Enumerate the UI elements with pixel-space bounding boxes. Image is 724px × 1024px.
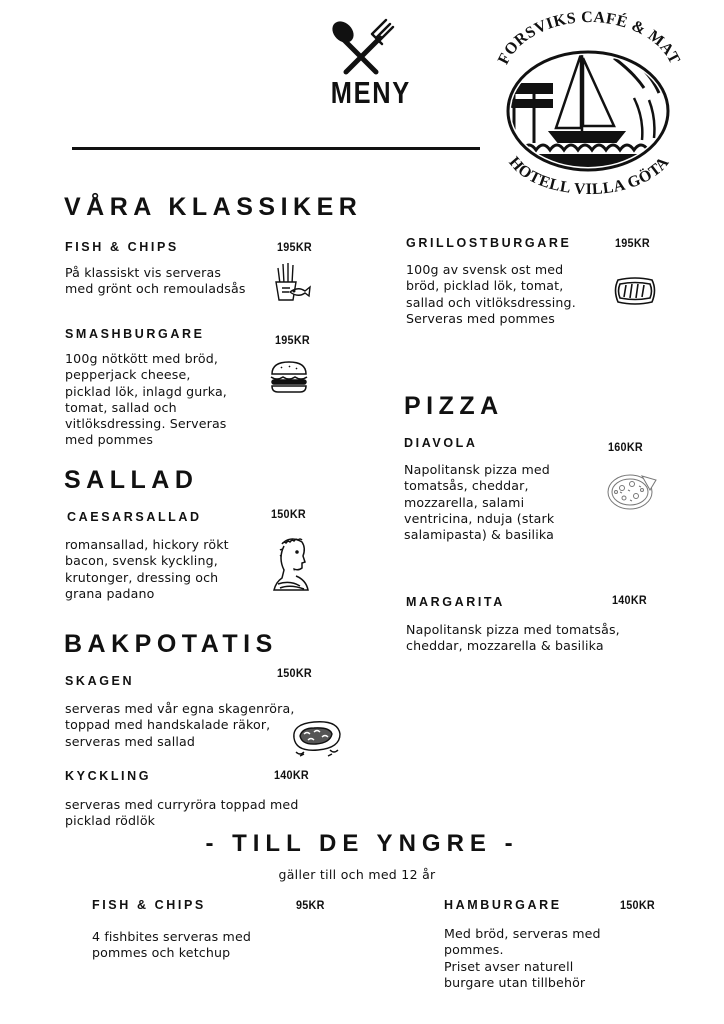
fries-fish-icon <box>272 260 312 304</box>
desc-line: Serveras med pommes <box>406 310 555 326</box>
section-subtitle-yngre-wrap <box>0 864 714 883</box>
desc-line: salamipasta) & basilika <box>404 527 554 543</box>
item-description <box>65 797 298 830</box>
logo-bottom-text: HOTELL VILLA GÖTA <box>505 153 673 199</box>
desc-line: romansallad, hickory rökt <box>65 537 229 552</box>
desc-line: krutonger, dressing och <box>65 569 219 585</box>
page-title <box>322 75 411 111</box>
item-price: 140KR <box>274 768 309 782</box>
desc-line: Med bröd, serveras med <box>444 926 601 941</box>
item-price: 150KR <box>277 666 312 680</box>
desc-line: bacon, svensk kyckling, <box>65 553 218 569</box>
item-name: HAMBURGARE <box>444 898 562 912</box>
item-description <box>92 929 251 962</box>
item-name: KYCKLING <box>65 769 152 783</box>
desc-line: 100g nötkött med bröd, <box>65 351 218 366</box>
item-description <box>65 701 295 750</box>
item-name: CAESARSALLAD <box>67 510 202 524</box>
item-price: 195KR <box>277 240 312 254</box>
item-name: MARGARITA <box>406 595 505 609</box>
section-title-pizza: PIZZA <box>404 392 504 420</box>
desc-line: med pommes <box>65 432 154 448</box>
desc-line: tomat, sallad och <box>65 399 177 415</box>
desc-line: pommes. <box>444 942 504 958</box>
cutlery-icon <box>330 18 396 76</box>
section-subtitle-yngre: gäller till och med 12 år <box>278 867 436 882</box>
desc-line: vitlöksdressing. Serveras <box>65 416 227 432</box>
item-name: SKAGEN <box>65 674 135 688</box>
section-title-yngre-wrap <box>0 830 724 858</box>
item-description <box>65 351 227 449</box>
desc-line: pommes och ketchup <box>92 945 231 961</box>
item-name: FISH & CHIPS <box>65 240 179 254</box>
item-price: 95KR <box>296 898 325 912</box>
desc-line: serveras med curryröra toppad med <box>65 797 299 812</box>
desc-line: bröd, picklad lök, tomat, <box>406 278 564 294</box>
item-description <box>406 262 576 327</box>
desc-line: Napolitansk pizza med <box>404 462 550 477</box>
caesar-bust-icon <box>270 536 312 592</box>
desc-line: 100g av svensk ost med <box>406 262 564 277</box>
desc-line: serveras med sallad <box>65 733 195 749</box>
item-name: FISH & CHIPS <box>92 898 206 912</box>
item-price: 195KR <box>275 333 310 347</box>
desc-line: cheddar, mozzarella & basilika <box>406 638 604 654</box>
item-description <box>406 622 620 655</box>
desc-line: toppad med handskalade räkor, <box>65 717 271 733</box>
item-price: 195KR <box>615 236 650 250</box>
logo-top-text: FORSVIKS CAFÉ & MAT <box>494 8 684 68</box>
desc-line: 4 fishbites serveras med <box>92 929 251 944</box>
item-price: 150KR <box>271 507 306 521</box>
desc-line: pepperjack cheese, <box>65 367 191 383</box>
desc-line: ventricina, nduja (stark <box>404 510 555 526</box>
desc-line: picklad lök, inlagd gurka, <box>65 383 227 399</box>
item-price: 160KR <box>608 440 643 454</box>
section-title-bakpotatis: BAKPOTATIS <box>64 630 278 658</box>
item-price: 140KR <box>612 593 647 607</box>
desc-line: tomatsås, cheddar, <box>404 478 529 494</box>
item-description <box>444 926 601 991</box>
desc-line: serveras med vår egna skagenröra, <box>65 701 295 716</box>
section-title-yngre: - TILL DE YNGRE - <box>205 830 519 857</box>
desc-line: Priset avser naturell <box>444 958 574 974</box>
grilled-cheese-icon <box>612 276 658 306</box>
pizza-icon <box>606 470 658 512</box>
header-divider <box>72 147 480 150</box>
item-price: 150KR <box>620 898 655 912</box>
page-title-text: MENY <box>330 75 411 110</box>
desc-line: Napolitansk pizza med tomatsås, <box>406 622 620 637</box>
desc-line: med grönt och remouladsås <box>65 281 246 297</box>
desc-line: grana padano <box>65 585 155 601</box>
item-description <box>65 537 229 602</box>
item-description <box>404 462 554 543</box>
desc-line: picklad rödlök <box>65 813 156 829</box>
desc-line: sallad och vitlöksdressing. <box>406 294 576 310</box>
section-title-sallad: SALLAD <box>64 466 199 494</box>
item-name: DIAVOLA <box>404 436 478 450</box>
item-name: SMASHBURGARE <box>65 327 205 341</box>
desc-line: burgare utan tillbehör <box>444 974 586 990</box>
item-name: GRILLOSTBURGARE <box>406 236 572 250</box>
item-description <box>65 265 246 298</box>
desc-line: På klassiskt vis serveras <box>65 265 222 280</box>
hotel-logo <box>494 8 684 199</box>
burger-icon <box>269 360 309 394</box>
section-title-klassiker: VÅRA KLASSIKER <box>64 193 363 221</box>
desc-line: mozzarella, salami <box>404 494 525 510</box>
baked-potato-icon <box>290 716 342 758</box>
